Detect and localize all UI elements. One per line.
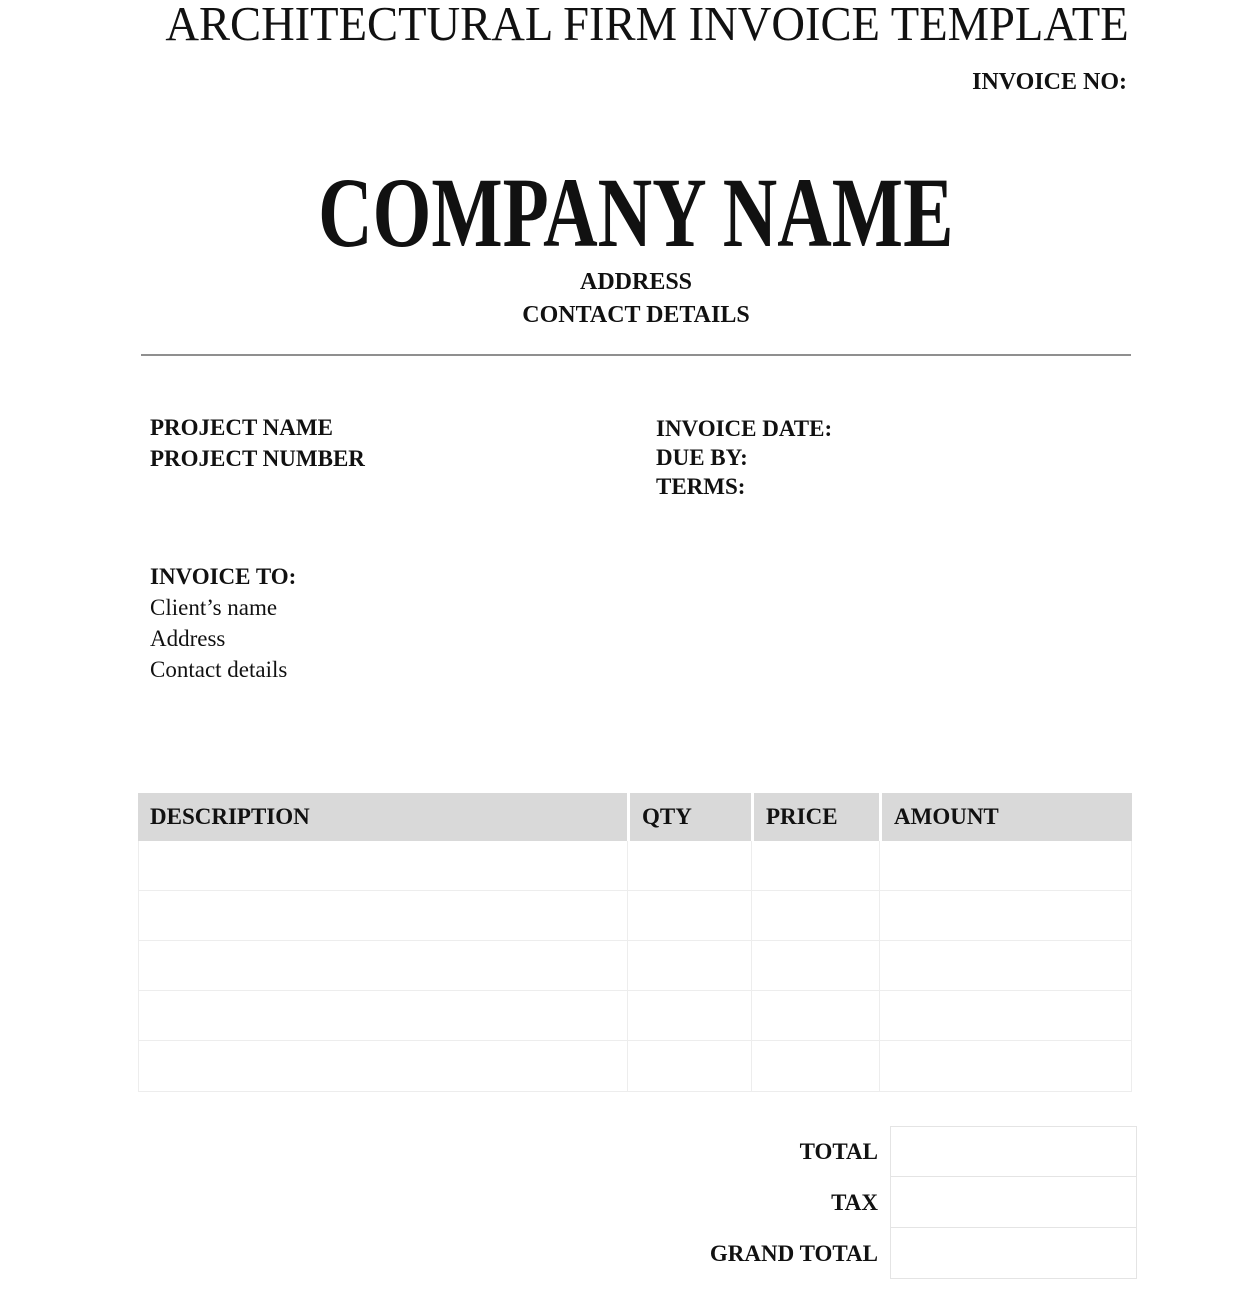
cell-description[interactable] xyxy=(139,841,627,890)
company-name xyxy=(140,157,1132,269)
grand-total-value-box[interactable] xyxy=(890,1228,1137,1279)
items-table-header xyxy=(138,793,1132,841)
items-table-body xyxy=(138,841,1132,1092)
client-address-line: Address xyxy=(150,626,226,651)
bill-to-block xyxy=(150,561,296,685)
table-row xyxy=(139,941,1131,991)
company-contact-label: CONTACT DETAILS xyxy=(522,302,750,328)
cell-price[interactable] xyxy=(751,841,879,890)
page-title xyxy=(140,0,1132,50)
col-header-description: DESCRIPTION xyxy=(150,804,310,829)
cell-description[interactable] xyxy=(139,941,627,990)
tax-value-box[interactable] xyxy=(890,1177,1137,1228)
table-row xyxy=(139,891,1131,941)
table-row xyxy=(139,991,1131,1041)
tax-label: TAX xyxy=(831,1190,878,1215)
invoice-meta xyxy=(656,414,832,501)
total-label: TOTAL xyxy=(799,1139,878,1164)
invoice-to-heading: INVOICE TO: xyxy=(150,564,297,589)
items-table xyxy=(138,793,1132,1092)
grand-total-label: GRAND TOTAL xyxy=(709,1241,878,1266)
due-by-label: DUE BY: xyxy=(656,445,748,470)
invoice-no-label: INVOICE NO: xyxy=(972,69,1127,95)
cell-price[interactable] xyxy=(751,941,879,990)
totals-boxes xyxy=(890,1126,1137,1279)
cell-price[interactable] xyxy=(751,891,879,940)
cell-amount[interactable] xyxy=(879,891,1131,940)
invoice-date-label: INVOICE DATE: xyxy=(656,416,833,441)
cell-qty[interactable] xyxy=(627,991,751,1040)
cell-description[interactable] xyxy=(139,991,627,1040)
col-header-amount: AMOUNT xyxy=(879,793,1132,841)
page-title-text: ARCHITECTURAL FIRM INVOICE TEMPLATE xyxy=(165,0,1129,51)
company-address-label: ADDRESS xyxy=(579,269,693,295)
cell-amount[interactable] xyxy=(879,1041,1131,1091)
cell-qty[interactable] xyxy=(627,1041,751,1091)
table-row xyxy=(139,841,1131,891)
cell-qty[interactable] xyxy=(627,841,751,890)
cell-qty[interactable] xyxy=(627,891,751,940)
project-number-label: PROJECT NUMBER xyxy=(150,446,365,471)
cell-amount[interactable] xyxy=(879,991,1131,1040)
header-divider xyxy=(141,354,1131,356)
col-header-price: PRICE xyxy=(751,793,879,841)
table-row xyxy=(139,1041,1131,1091)
company-name-text: COMPANY NAME xyxy=(318,157,954,268)
cell-price[interactable] xyxy=(751,991,879,1040)
cell-qty[interactable] xyxy=(627,941,751,990)
cell-price[interactable] xyxy=(751,1041,879,1091)
company-details xyxy=(140,266,1132,332)
col-header-qty: QTY xyxy=(627,793,751,841)
project-info xyxy=(150,412,365,474)
totals-labels xyxy=(138,1126,878,1279)
cell-amount[interactable] xyxy=(879,941,1131,990)
cell-amount[interactable] xyxy=(879,841,1131,890)
total-value-box[interactable] xyxy=(890,1126,1137,1177)
client-name-line: Client’s name xyxy=(150,595,278,620)
project-name-label: PROJECT NAME xyxy=(150,415,333,440)
client-contact-line: Contact details xyxy=(150,657,288,682)
cell-description[interactable] xyxy=(139,1041,627,1091)
terms-label: TERMS: xyxy=(656,474,746,499)
cell-description[interactable] xyxy=(139,891,627,940)
